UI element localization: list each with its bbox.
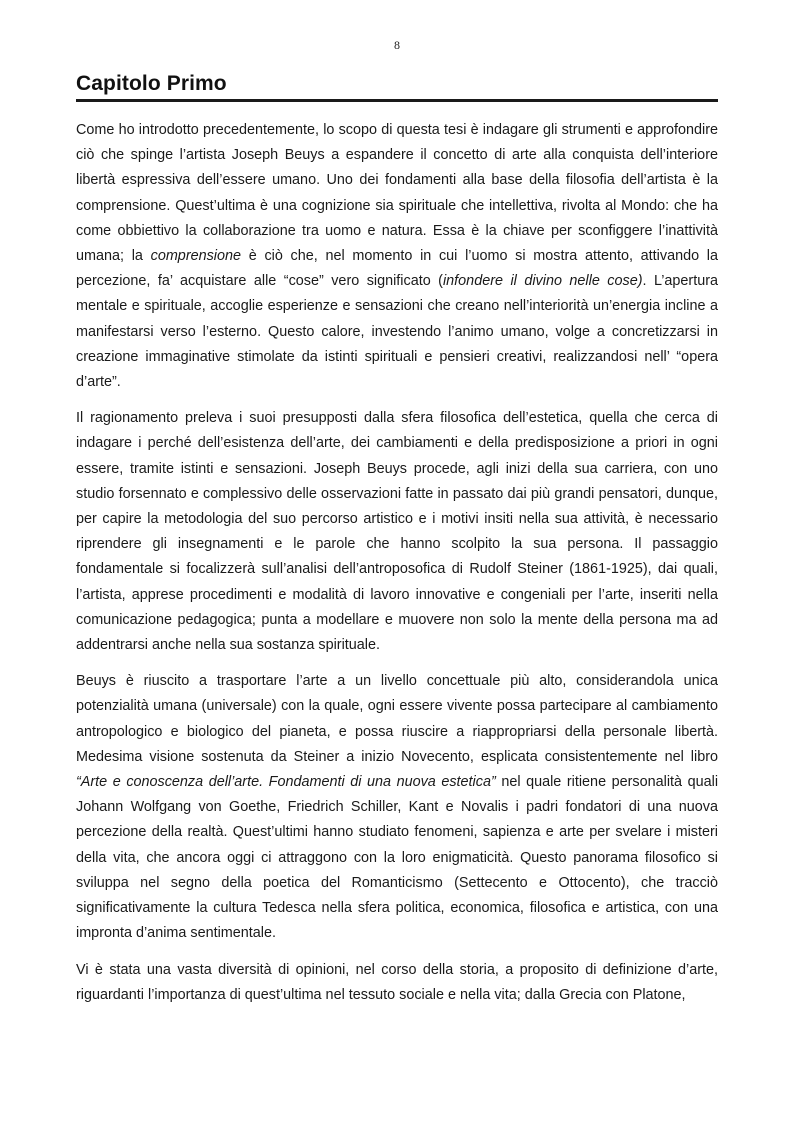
chapter-title-rule [76,99,718,102]
paragraph-1-text-a: Come ho introdotto precedentemente, lo scopo di questa tesi è indagare gli strumenti e approfondire ciò che spinge l’artista Joseph Beuys a espandere il concetto di arte alla conquista dell’interiore libertà espressiva dell’essere umano. Uno dei fondamenti alla base della filosofia dell’artista è la comprensione. Quest’ultima è una cognizione sia spirituale che intellettiva, rivolta al Mondo: che ha come obbiettivo la collaborazione tra uomo e natura. Essa è la chiave per sconfiggere l’inattività umana; la [76,122,718,265]
paragraph-3 [76,669,718,946]
paragraph-3-text-a: Beuys è riuscito a trasportare l’arte a un livello concettuale più alto, considerandola unica potenzialità umana (universale) con la quale, ogni essere vivente possa partecipare al cambiamento antropologico e biologico del pianeta, e possa riuscire a riappropriarsi della personale libertà. Medesima visione sostenuta da Steiner a inizio Novecento, esplicata consistentemente nel libro [76,673,718,765]
paragraph-1-emphasis-infondere: infondere il divino nelle cose) [442,273,643,290]
paragraph-1-text-c: . L’apertura mentale e spirituale, accoglie esperienze e sensazioni che creano nell’interiorità un’energia incline a manifestarsi verso l’esterno. Questo calore, investendo l’animo umano, volge a concretizzarsi in creazione immaginative stimolate da istinti spirituali e pensieri creativi, realizzandosi nell’ “opera d’arte”. [76,273,718,391]
paragraph-4: Vi è stata una vasta diversità di opinioni, nel corso della storia, a proposito di definizione d’arte, riguardanti l’importanza di quest’ultima nel tessuto sociale e nella vita; dalla Grecia con Platone, [76,961,718,1003]
paragraph-1 [76,118,718,395]
page-number: 8 [394,38,400,52]
paragraph-3-text-b: nel quale ritiene personalità quali Johann Wolfgang von Goethe, Friedrich Schiller, Kant e Novalis i padri fondatori di una nuova percezione della realtà. Quest’ultimi hanno studiato fenomeni, sapienza e arte per svelare i misteri della vita, che ancora oggi ci attraggono con la loro enigmaticità. Questo panorama filosofico si sviluppa nel segno della poetica del Romanticismo (Settecento e Ottocento), che tracciò significativamente la cultura Tedesca nella sfera politica, economica, filosofica e artistica, con una impronta d’anima sentimentale. [76,774,719,942]
paragraph-2: Il ragionamento preleva i suoi presupposti dalla sfera filosofica dell’estetica, quella che cerca di indagare i perché dell’esistenza dell’arte, dei cambiamenti e della predisposizione a priori in ogni essere, tramite istinti e sensazioni. Joseph Beuys procede, agli inizi della sua carriera, con uno studio forsennato e complessivo delle osservazioni fatte in passato dai più grandi pensatori, dunque, per capire la metodologia del suo percorso artistico e i motivi insiti nella sua attività, è necessario riprendere gli insegnamenti e le parole che hanno scolpito la sua persona. Il passaggio fondamentale si focalizzerà sull’analisi dell’antroposofica di Rudolf Steiner (1861-1925), dai quali, l’artista, apprese procedimenti e modalità di lavoro innovative e congeniali per l’arte, inseriti nella comunicazione pedagogica; punta a modellare e muovere non solo la mente della persona ma ad addentrarsi anche nella sua sostanza spirituale. [76,410,718,654]
paragraph-1-emphasis-comprensione: comprensione [150,248,242,265]
paragraph-3-book-title: “Arte e conoscenza dell’arte. Fondamenti di una nuova estetica” [76,774,496,791]
body-text [76,118,718,1019]
paragraph-1-text-b: è ciò che, nel momento in cui l’uomo si mostra attento, attivando la percezione, fa’ acquistare alle “cose” vero significato ( [76,248,718,290]
chapter-title: Capitolo Primo [76,72,227,95]
